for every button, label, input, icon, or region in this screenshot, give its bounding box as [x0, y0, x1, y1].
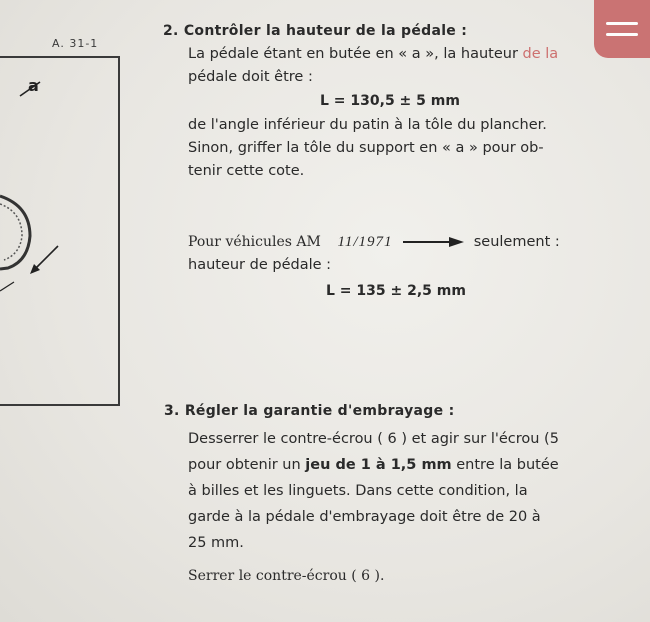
- step3-line4: garde à la pédale d'embrayage doit être de 20 à: [188, 509, 541, 525]
- step2-heading: 2. Contrôler la hauteur de la pédale :: [163, 23, 468, 39]
- step2-formula: L = 130,5 ± 5 mm: [320, 93, 460, 109]
- step3-line2a: pour obtenir un: [188, 457, 301, 473]
- step2-line3: de l'angle inférieur du patin à la tôle du plancher.: [188, 117, 547, 133]
- step2-line1-text: La pédale étant en butée en « a », la hauteur: [188, 46, 518, 62]
- step3-line5: 25 mm.: [188, 535, 244, 551]
- right-arrow-icon: [401, 237, 465, 247]
- pedal-pad-texture: [0, 204, 22, 260]
- step2-line5: tenir cette cote.: [188, 163, 305, 179]
- vehicle-prefix: Pour véhicules AM: [188, 234, 321, 250]
- arrow-line: [34, 246, 58, 270]
- marker-a-label: a: [28, 76, 39, 95]
- vehicle-line: [188, 231, 560, 253]
- menu-button[interactable]: [594, 0, 650, 58]
- step3-line3: à billes et les linguets. Dans cette condition, la: [188, 483, 528, 499]
- step2-formula2: L = 135 ± 2,5 mm: [326, 283, 466, 299]
- pedal-diagram-icon: [0, 56, 128, 402]
- menu-line-bottom: [606, 33, 638, 36]
- step2-line1: [188, 43, 558, 65]
- pedal-pad-outline: [0, 196, 30, 269]
- menu-line-top: [606, 22, 638, 25]
- step3-line2c: entre la butée: [456, 457, 559, 473]
- step3-line2: [188, 454, 559, 476]
- vehicle-suffix: seulement :: [473, 234, 560, 250]
- vehicle-date: 11/1971: [337, 234, 393, 250]
- step3-line6: Serrer le contre-écrou ( 6 ).: [188, 568, 385, 584]
- figure-label: A. 31-1: [52, 37, 99, 50]
- step3-line2b: jeu de 1 à 1,5 mm: [305, 457, 452, 473]
- step3-line1: Desserrer le contre-écrou ( 6 ) et agir sur l'écrou (5: [188, 431, 559, 447]
- step2-line4: Sinon, griffer la tôle du support en « a » pour ob-: [188, 140, 544, 156]
- figure-column: [0, 0, 128, 622]
- step2-line1-overlay: de la: [522, 46, 559, 62]
- step3-heading: 3. Régler la garantie d'embrayage :: [164, 403, 455, 419]
- step2-line2: pédale doit être :: [188, 69, 313, 85]
- vehicle-line2: hauteur de pédale :: [188, 257, 332, 273]
- lower-lead-line: [0, 282, 14, 291]
